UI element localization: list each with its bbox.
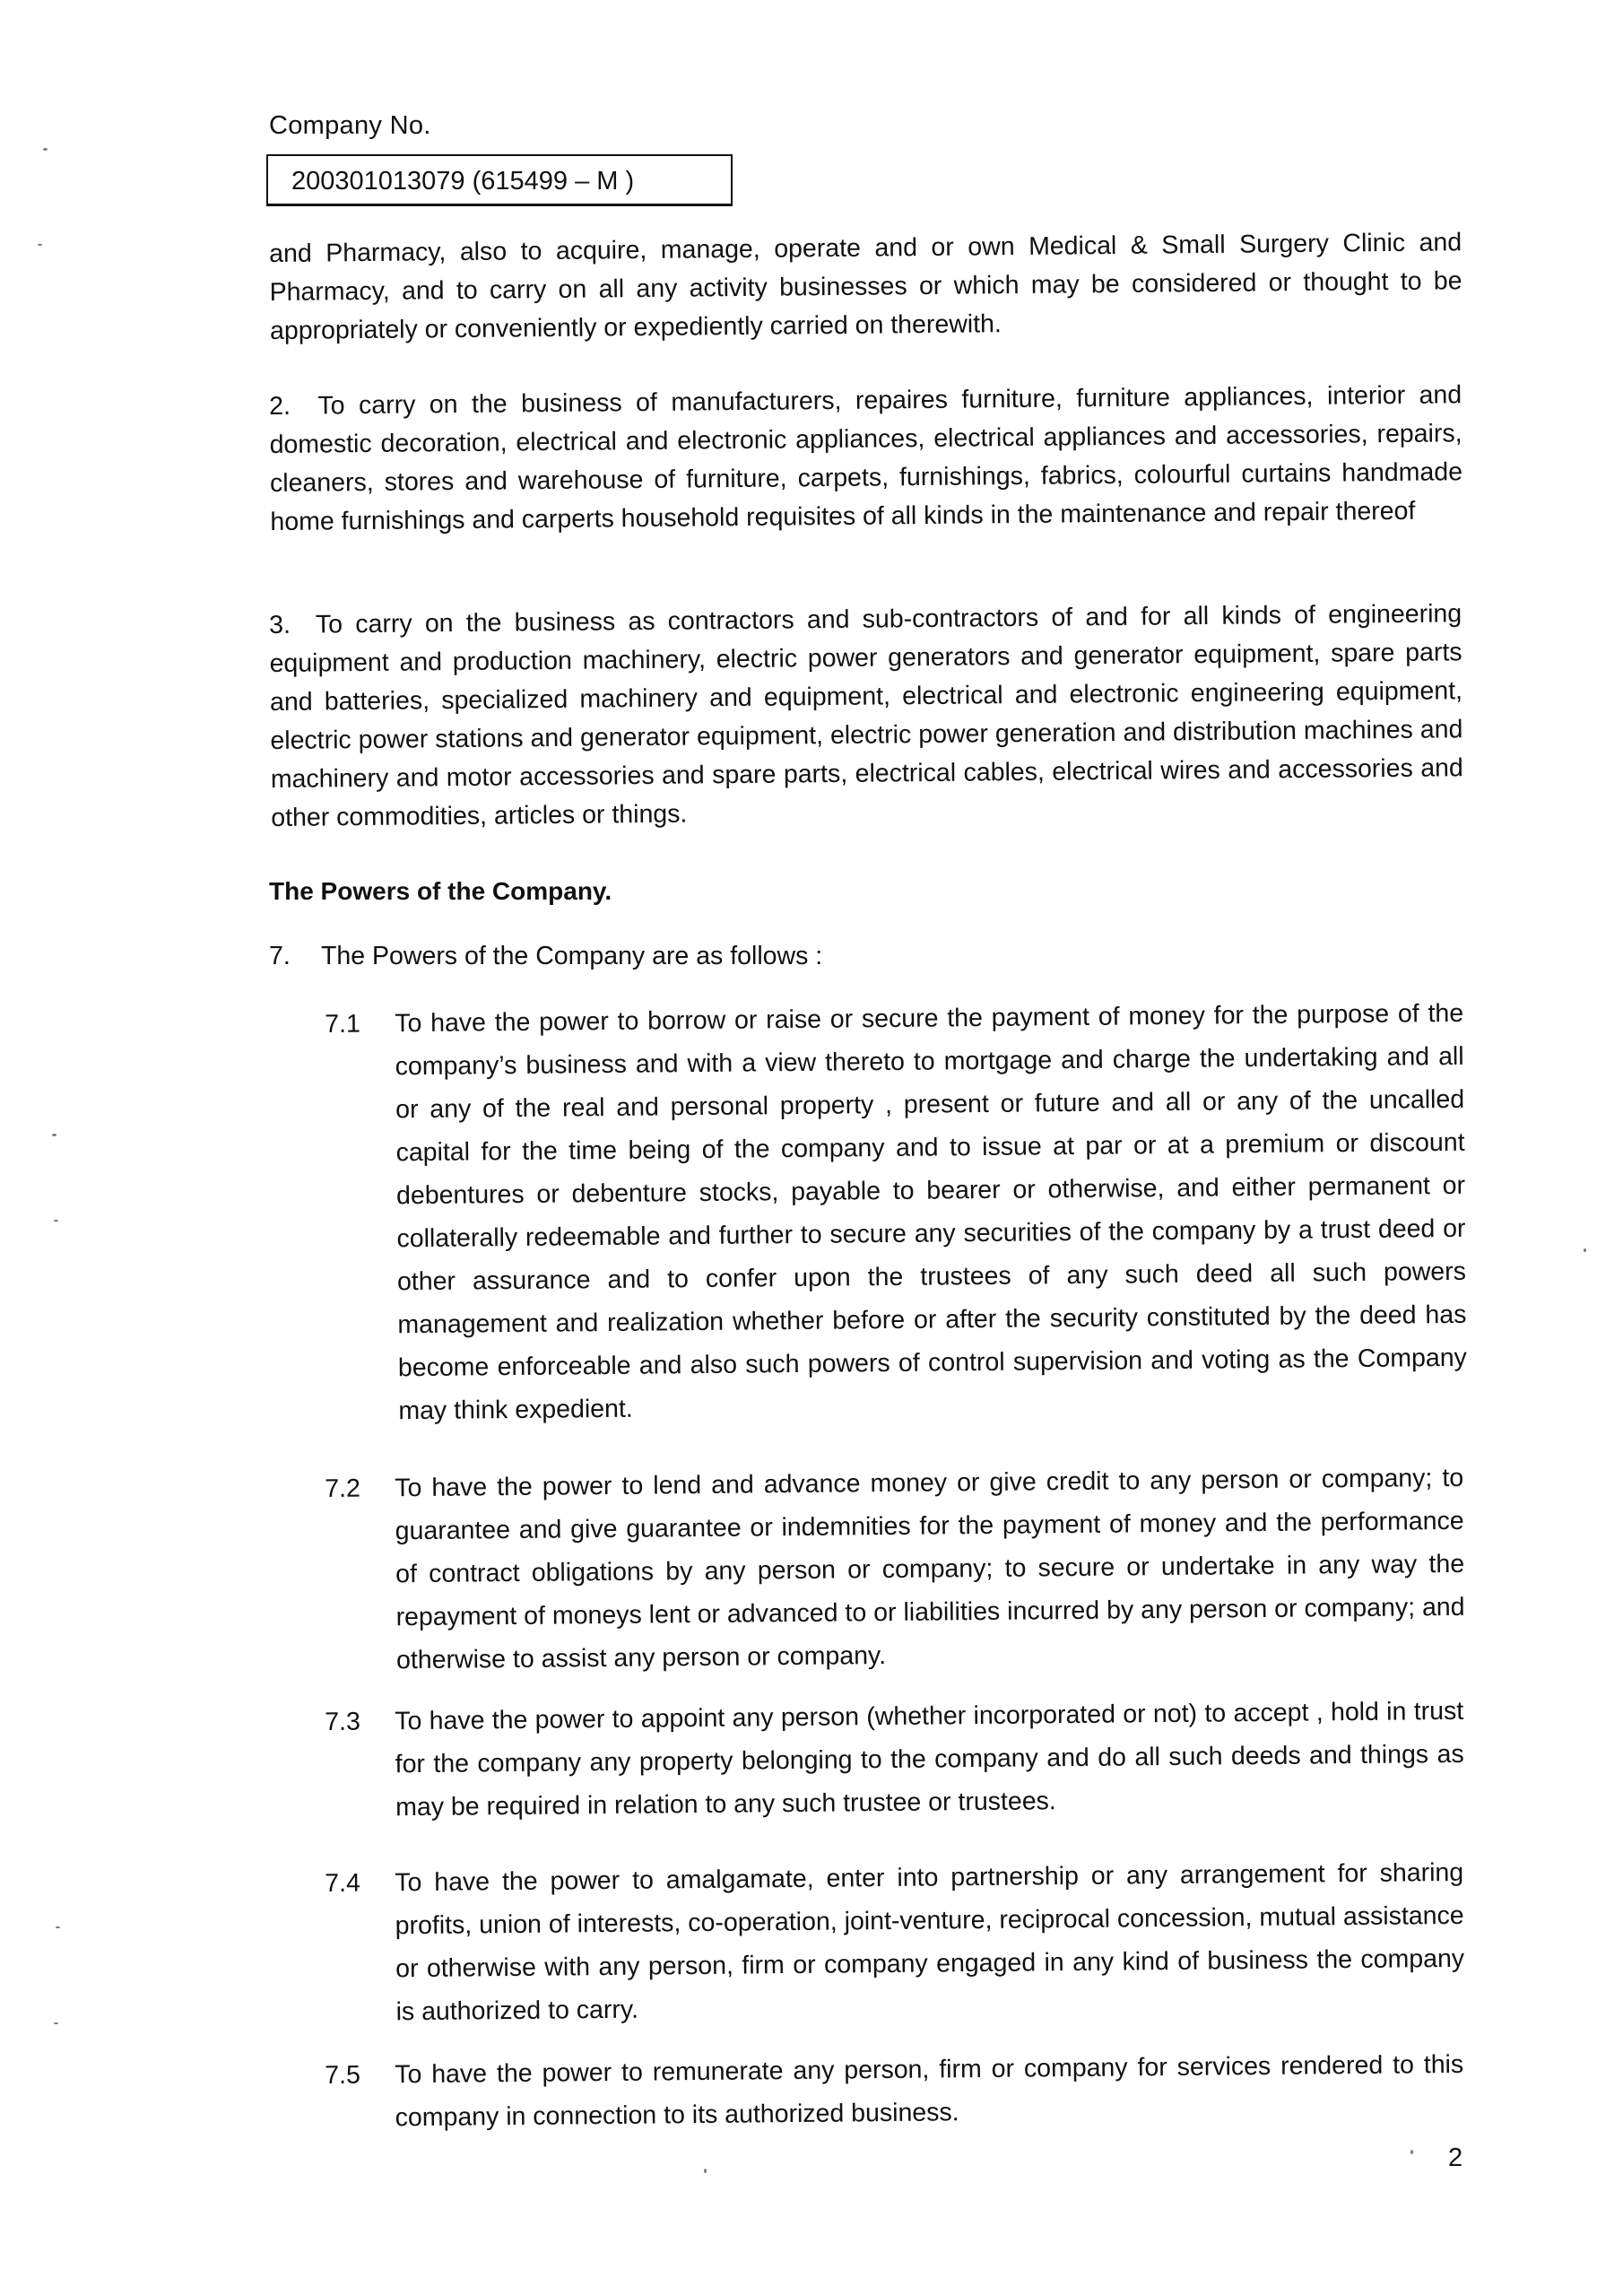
scan-speck — [54, 2022, 58, 2024]
power-item-number: 7.1 — [325, 1009, 361, 1039]
power-item-text: To have the power to borrow or raise or secure the payment of money for the purpose of the company’s business and with a view thereto to mortgage and charge the undertaking and all or any of the real and personal property , present or future and all or any of the uncalled capital for the time being of the company and to issue at par or at a premium or discount debentures or debenture stocks, payable to bearer or otherwise, and either permanent or collaterally redeemable and further to secure any securities of the company by a trust deed or other assurance and to confer upon the trustees of any such deed all such powers management and realization whether before or after the security constituted by the deed has become enforceable and also such powers of control supervision and voting as the Company may think expedient. — [395, 998, 1468, 1426]
power-item-number: 7.4 — [325, 1868, 361, 1898]
page-number: 2 — [1448, 2144, 1463, 2172]
power-item-number: 7.5 — [325, 2060, 361, 2090]
power-item-text: To have the power to amalgamate, enter into partnership or any arrangement for sharing profits, union of interests, co-operation, joint-venture, reciprocal concession, mutual assistance or otherwise with any person, firm or company engaged in any kind of business the company is authorized to carry. — [395, 1857, 1465, 2027]
power-item-text: To have the power to remunerate any person, firm or company for services rendered to this company in connection to its authorized business. — [395, 2049, 1464, 2133]
powers-intro-text: The Powers of the Company are as follows : — [321, 942, 823, 970]
power-item-number: 7.3 — [325, 1707, 361, 1736]
company-number-label: Company No. — [269, 111, 431, 140]
power-item — [325, 1690, 1464, 1830]
scan-speck — [1410, 2150, 1413, 2154]
object-clause-number: 2. — [269, 391, 291, 421]
scan-speck — [56, 1926, 60, 1928]
continuation-paragraph: and Pharmacy, also to acquire, manage, operate and or own Medical & Small Surgery Clinic and Pharmacy, and to carry on all any activity businesses or which may be considered or thought to be appropriately or conveniently or expediently carried on therewith. — [269, 228, 1462, 345]
powers-intro-number: 7. — [269, 942, 291, 970]
section-heading: The Powers of the Company. — [269, 877, 612, 905]
power-item-text: To have the power to lend and advance money or give credit to any person or company; to guarantee and give guarantee or indemnities for the payment of money and the performance of contract obligations by any person or company; to secure or undertake in any way the repayment of moneys lent or advanced to or liabilities incurred by any person or company; and otherwise to assist any person or company. — [395, 1463, 1465, 1675]
company-number-value: 200301013079 (615499 – M ) — [291, 167, 635, 196]
scan-speck — [52, 1134, 56, 1136]
power-item — [325, 992, 1468, 1433]
object-clause-number: 3. — [269, 610, 291, 639]
power-item — [325, 1457, 1465, 1683]
power-item — [325, 2043, 1464, 2140]
company-number-box — [266, 154, 733, 206]
scan-speck — [704, 2169, 707, 2173]
object-clause-text: To carry on the business of manufacturers, repaires furniture, furniture appliances, interior and domestic decoration, electrical and electronic appliances, electrical appliances and accessories, repairs, cleaners, stores and warehouse of furniture, carpets, furnishings, fabrics, colourful curtains handmade home furnishings and carperts household requisites of all kinds in the maintenance and repair thereof — [269, 380, 1463, 536]
powers-intro — [269, 942, 822, 971]
power-item-text: To have the power to appoint any person (whether incorporated or not) to accept , hold in trust for the company any property belonging to the company and do all such deeds and things as may be required in relation to any such trustee or trustees. — [395, 1696, 1464, 1822]
scan-speck — [43, 148, 48, 151]
power-item-number: 7.2 — [325, 1474, 361, 1503]
object-clause-2 — [269, 376, 1463, 542]
scan-speck — [38, 244, 42, 246]
object-clause-3 — [269, 595, 1463, 838]
object-clause-text: To carry on the business as contractors and sub-contractors of and for all kinds of engineering equipment and production machinery, electric power generators and generator equipment, spare parts and batteries, specialized machinery and equipment, electrical and electronic engineering equipment, electric power stations and generator equipment, electric power generation and distribution machines and machinery and motor accessories and spare parts, electrical cables, electrical wires and accessories and other commodities, articles or things. — [269, 599, 1463, 832]
power-item — [325, 1851, 1465, 2034]
scan-speck — [1584, 1248, 1586, 1252]
scan-speck — [54, 1220, 58, 1222]
